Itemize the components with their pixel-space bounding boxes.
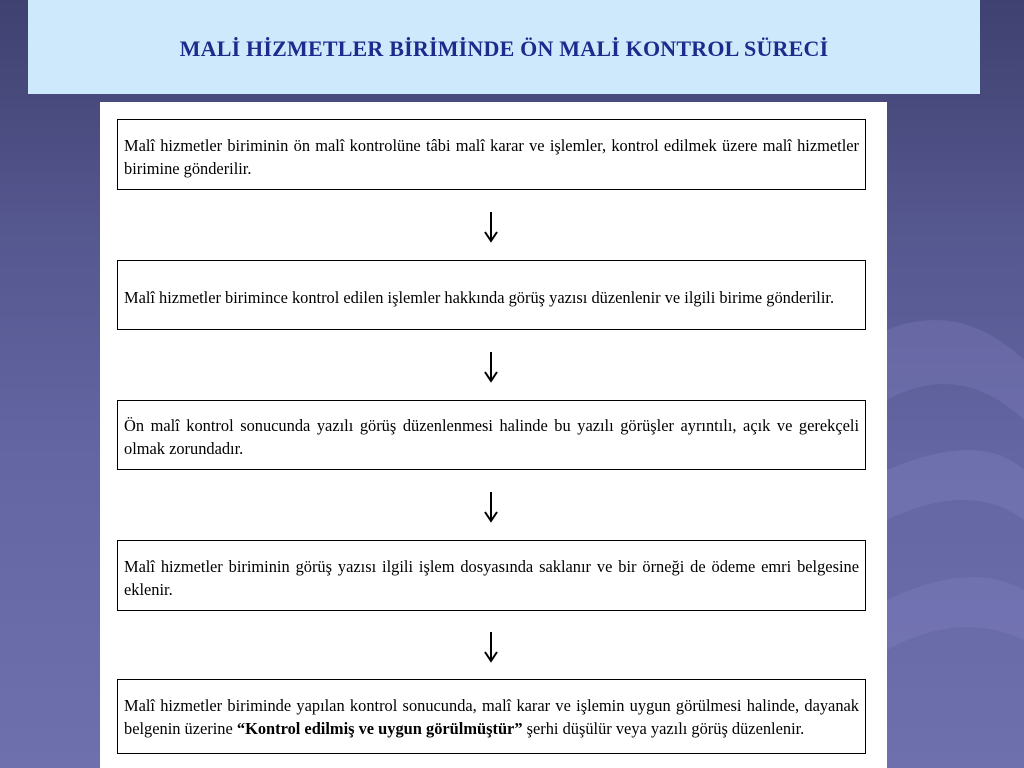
step-box-4	[117, 540, 866, 611]
step-text-5-before: Malî hizmetler biriminde yapılan kontrol sonucunda, malî karar ve işlemin uygun görülmesi halinde, dayanak belgenin üzerine	[124, 695, 859, 738]
step-box-1	[117, 119, 866, 190]
step-text-2: Malî hizmetler birimince kontrol edilen işlemler hakkında görüş yazısı düzenlenir ve ilgili birime gönderilir.	[124, 287, 835, 307]
step-text-4: Malî hizmetler biriminin görüş yazısı ilgili işlem dosyasında saklanır ve bir örneği de ödeme emri belgesine eklenir.	[124, 556, 859, 599]
step-box-5	[117, 679, 866, 754]
step-text-5-bold: “Kontrol edilmiş ve uygun görülmüştür”	[236, 718, 523, 738]
step-text-3: Ön malî kontrol sonucunda yazılı görüş düzenlenmesi halinde bu yazılı görüşler ayrıntılı, açık ve gerekçeli olmak zorundadır.	[124, 416, 859, 458]
page-title: MALİ HİZMETLER BİRİMİNDE ÖN MALİ KONTROL SÜRECİ	[179, 36, 829, 61]
down-arrow-icon	[480, 350, 502, 384]
down-arrow-icon	[480, 630, 502, 664]
step-text-5-after: şerhi düşülür veya yazılı görüş düzenlenir.	[522, 718, 805, 738]
down-arrow-icon	[480, 490, 502, 524]
flowchart-panel	[100, 102, 887, 768]
step-box-2	[117, 260, 866, 330]
step-text-5	[124, 694, 859, 740]
down-arrow-icon	[480, 210, 502, 244]
title-bar	[28, 0, 980, 94]
step-box-3	[117, 400, 866, 470]
step-text-1: Malî hizmetler biriminin ön malî kontrolüne tâbi malî karar ve işlemler, kontrol edilmek üzere malî hizmetler birimine gönderilir.	[124, 135, 859, 178]
